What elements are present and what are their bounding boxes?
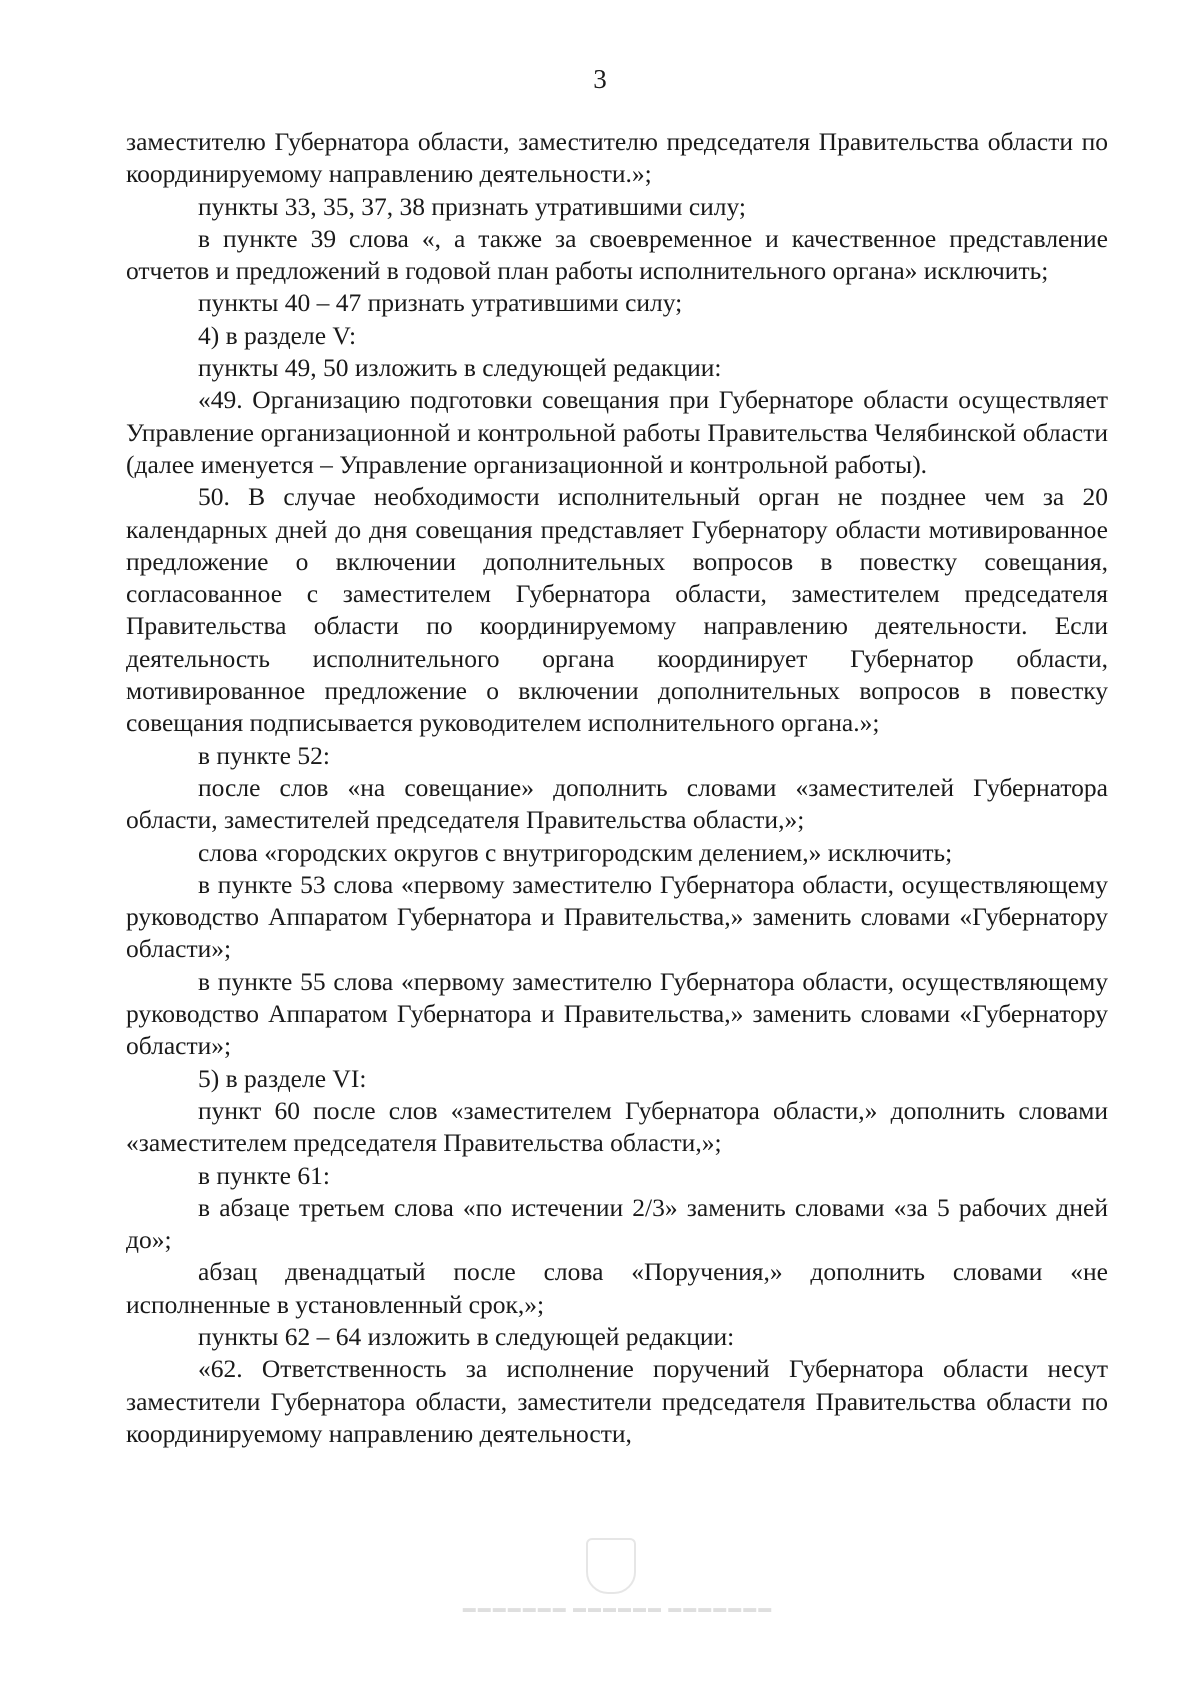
paragraph: 50. В случае необходимости исполнительный орган не позднее чем за 20 календарных дней до дня совещания представляет Губернатору области мотивированное предложение о включении дополнительных вопросов в повестку совещания, согласованное с заместителем Губернатора области, заместителем председателя Правительства области по координируемому направлению деятельности. Если деятельность исполнительного органа координирует Губернатор области, мотивированное предложение о включении дополнительных вопросов в повестку совещания подписывается руководителем исполнительного органа.»; — [126, 482, 1108, 738]
paragraph: заместителю Губернатора области, заместителю председателя Правительства области по координируемому направлению деятельности.»; — [126, 127, 1108, 189]
paragraph: пункты 62 – 64 изложить в следующей редакции: — [198, 1321, 735, 1351]
watermark-stamp — [408, 1538, 828, 1628]
page-number: 3 — [593, 64, 607, 94]
coat-of-arms-icon — [586, 1538, 636, 1594]
paragraph: «62. Ответственность за исполнение поручений Губернатора области несут заместители Губернатора области, заместители председателя Правительства области по координируемому направлению деятельности, — [126, 1354, 1108, 1448]
paragraph: 4) в разделе V: — [198, 320, 357, 350]
paragraph: в пункте 39 слова «, а также за своевременное и качественное представление отчетов и предложений в годовой план работы исполнительного органа» исключить; — [126, 223, 1108, 286]
paragraph: «49. Организацию подготовки совещания при Губернаторе области осуществляет Управление организационной и контрольной работы Правительства Челябинской области (далее именуется – Управление организационной и контрольной работы). — [126, 385, 1108, 479]
paragraph: пункт 60 после слов «заместителем Губернатора области,» дополнить словами «заместителем председателя Правительства области,»; — [126, 1095, 1108, 1158]
paragraph: 5) в разделе VI: — [198, 1063, 367, 1093]
paragraph: после слов «на совещание» дополнить словами «заместителей Губернатора области, заместителей председателя Правительства области,»; — [126, 772, 1108, 835]
paragraph: в абзаце третьем слова «по истечении 2/3» заменить словами «за 5 рабочих дней до»; — [126, 1192, 1108, 1255]
stamp-lines: ▬▬▬▬▬▬▬ ▬▬▬▬▬▬ ▬▬▬▬▬▬▬ — [462, 1600, 774, 1615]
paragraph: абзац двенадцатый после слова «Поручения,» дополнить словами «не исполненные в установленный срок,»; — [126, 1257, 1108, 1319]
paragraph: в пункте 55 слова «первому заместителю Губернатора области, осуществляющему руководство Аппаратом Губернатора и Правительства,» заменить словами «Губернатору области»; — [126, 966, 1108, 1061]
paragraph: пункты 49, 50 изложить в следующей редакции: — [198, 353, 722, 383]
paragraph: в пункте 52: — [198, 740, 330, 770]
paragraph: слова «городских округов с внутригородским делением,» исключить; — [198, 837, 953, 867]
paragraph: в пункте 61: — [198, 1160, 330, 1190]
document-body — [126, 126, 1108, 1450]
paragraph: в пункте 53 слова «первому заместителю Губернатора области, осуществляющему руководство Аппаратом Губернатора и Правительства,» заменить словами «Губернатору области»; — [126, 869, 1108, 964]
paragraph: пункты 40 – 47 признать утратившими силу; — [198, 288, 683, 318]
paragraph: пункты 33, 35, 37, 38 признать утратившими силу; — [198, 191, 747, 221]
